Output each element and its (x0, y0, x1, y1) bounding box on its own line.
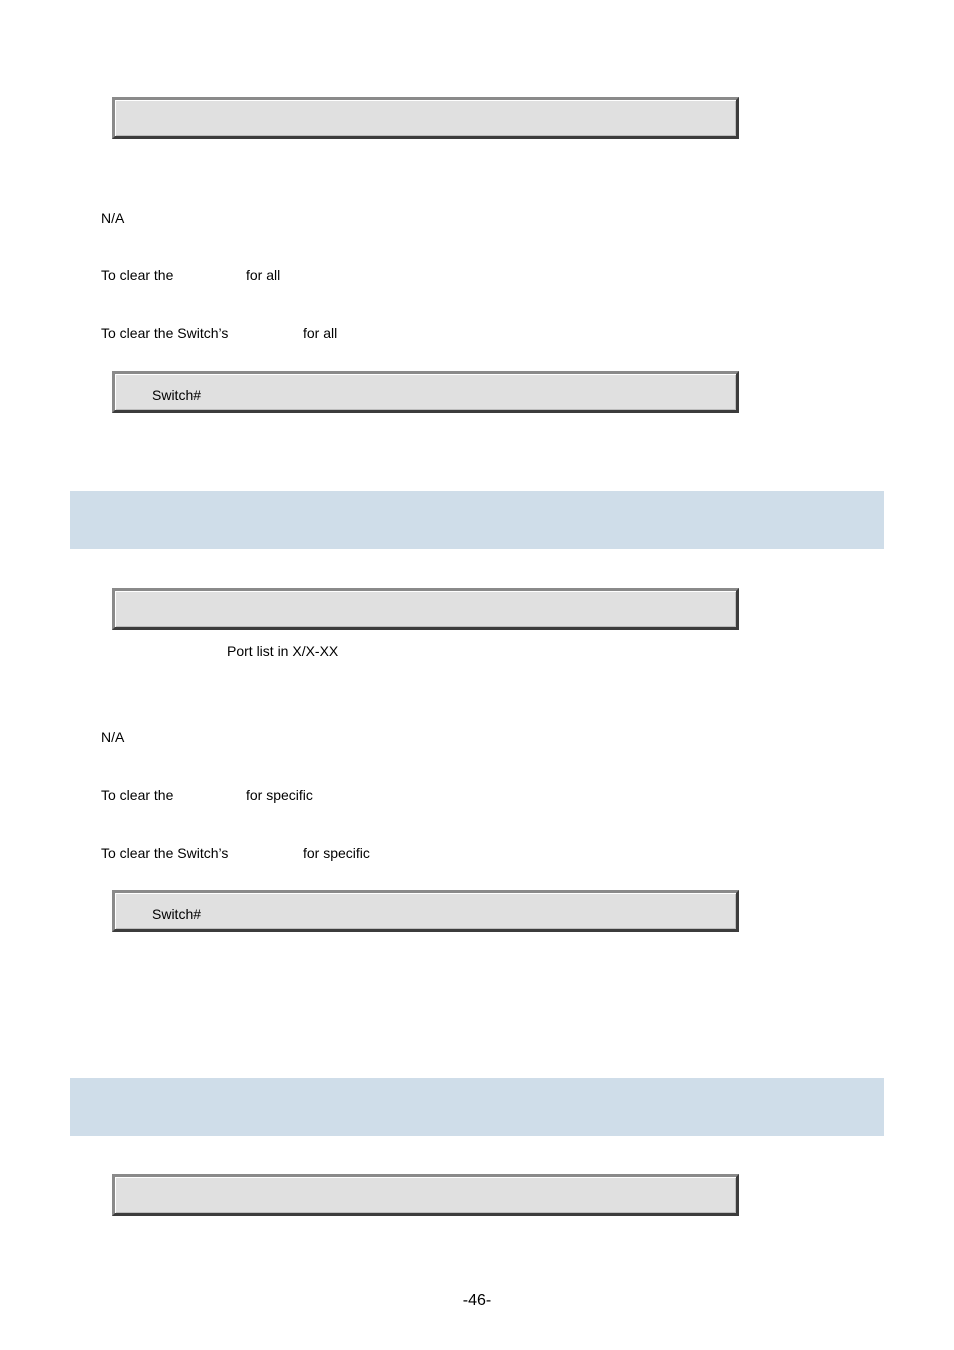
section-heading-band-3 (70, 1078, 884, 1136)
example-text-2-prefix: To clear the Switch’s (101, 845, 229, 861)
section-heading-band-2 (70, 491, 884, 549)
example-text-1-prefix: To clear the Switch’s (101, 325, 229, 341)
example-prompt-1: Switch# (152, 387, 202, 403)
command-syntax-box-1 (112, 97, 739, 139)
default-value-1: N/A (101, 210, 125, 226)
example-box-2 (112, 890, 739, 932)
example-text-2-suffix: for specific (303, 845, 370, 861)
usage-text-1-prefix: To clear the (101, 267, 174, 283)
default-value-2: N/A (101, 729, 125, 745)
command-syntax-box-3 (112, 1174, 739, 1216)
usage-text-2-prefix: To clear the (101, 787, 174, 803)
usage-text-2-suffix: for specific (246, 787, 313, 803)
example-prompt-2: Switch# (152, 906, 202, 922)
example-text-1-suffix: for all (303, 325, 338, 341)
usage-text-1-suffix: for all (246, 267, 281, 283)
parameter-description-2: Port list in X/X-XX (227, 643, 339, 659)
page-number: -46- (462, 1292, 492, 1309)
example-box-1 (112, 371, 739, 413)
command-syntax-box-2 (112, 588, 739, 630)
